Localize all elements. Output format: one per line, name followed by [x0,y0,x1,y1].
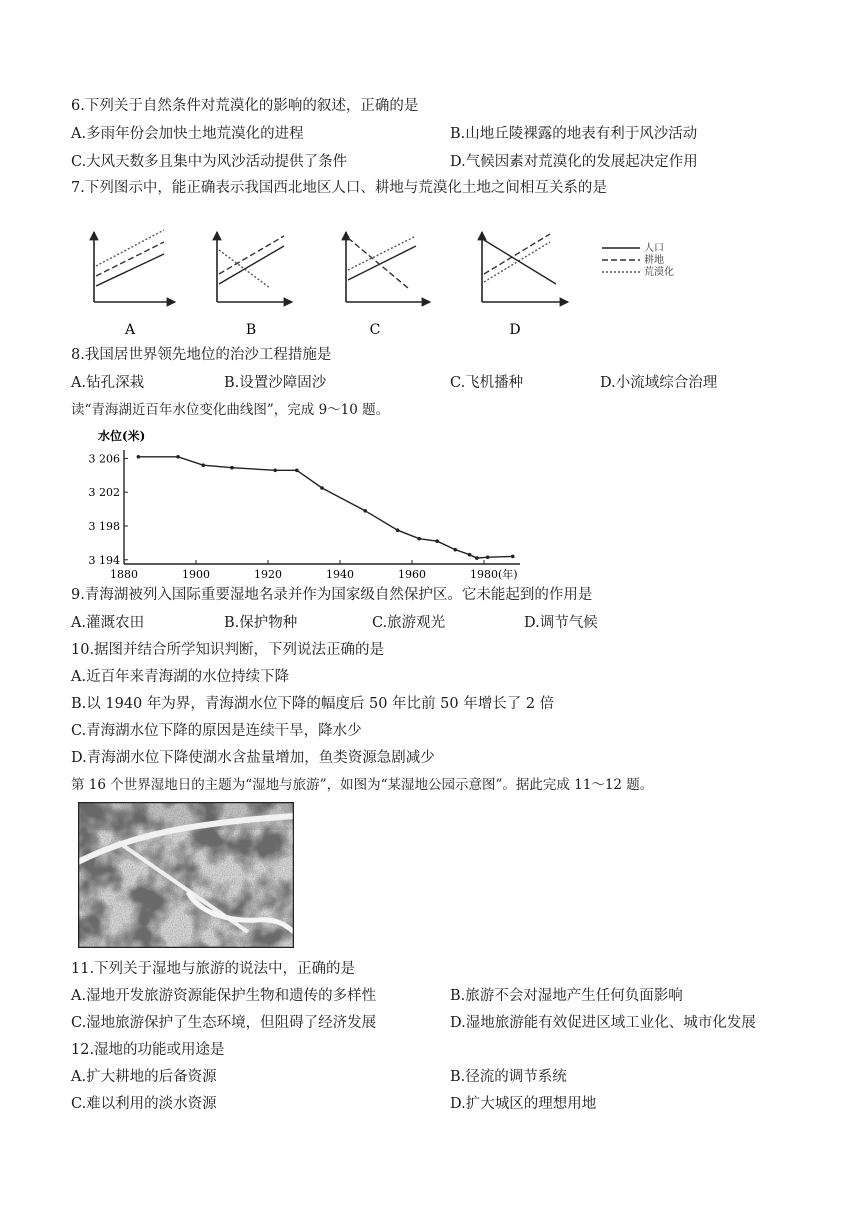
q7-stem: 7.下列图示中，能正确表示我国西北地区人口、耕地与荒漠化土地之间相互关系的是 [71,180,607,196]
data-point [417,537,421,541]
x-tick-label: 1920 [254,568,282,581]
series-line [138,457,512,558]
q8-option-b[interactable]: B.设置沙障固沙 [224,375,327,391]
wetland-park-photo [78,802,294,948]
legend-farmland: 耕地 [644,255,664,266]
q8-stem: 8.我国居世界领先地位的治沙工程措施是 [71,347,332,363]
data-point [320,486,324,490]
x-tick-label: 1960 [398,568,426,581]
intro-11-12: 第 16 个世界湿地日的主题为“湿地与旅游”，如图为“某湿地公园示意图”。据此完成 11～12 题。 [71,777,654,793]
data-point [453,548,457,552]
q11-option-c[interactable]: C.湿地旅游保护了生态环境，但阻碍了经济发展 [71,1015,377,1031]
lake-level-chart [80,424,530,584]
q7-diagram-panels [80,220,700,350]
data-point [230,466,234,470]
q9-option-b[interactable]: B.保护物种 [224,615,298,631]
q11-option-d[interactable]: D.湿地旅游能有效促进区域工业化、城市化发展 [450,1015,756,1031]
chart-xlabel: (年) [498,568,518,581]
q6-option-d[interactable]: D.气候因素对荒漠化的发展起决定作用 [450,154,698,170]
data-point [511,555,515,559]
y-tick-label: 3 198 [88,520,120,533]
data-point [176,455,180,459]
data-point [486,555,490,559]
q6-stem: 6.下列关于自然条件对荒漠化的影响的叙述，正确的是 [71,98,419,114]
q12-option-d[interactable]: D.扩大城区的理想用地 [450,1096,597,1112]
q6-option-a[interactable]: A.多雨年份会加快土地荒漠化的进程 [71,126,304,142]
legend-desertification: 荒漠化 [644,267,674,278]
data-point [273,468,277,472]
q8-option-c[interactable]: C.飞机播种 [450,375,524,391]
q8-option-d[interactable]: D.小流域综合治理 [600,375,718,391]
q7-panel-a[interactable] [94,230,175,302]
q9-option-a[interactable]: A.灌溉农田 [71,615,145,631]
q6-option-b[interactable]: B.山地丘陵裸露的地表有利于风沙活动 [450,126,698,142]
q9-stem: 9.青海湖被列入国际重要湿地名录并作为国家级自然保护区。它未能起到的作用是 [71,587,593,603]
y-tick-label: 3 202 [88,486,120,500]
x-tick-label: 1980 [470,568,498,581]
q7-panel-b[interactable] [217,232,292,302]
q10-stem: 10.据图并结合所学知识判断，下列说法正确的是 [71,642,385,658]
q10-option-c[interactable]: C.青海湖水位下降的原因是连续干旱，降水少 [71,723,362,739]
data-point [295,468,299,472]
chart-ylabel: 水位(米) [98,429,146,443]
x-tick-label: 1900 [182,568,210,581]
q12-option-c[interactable]: C.难以利用的淡水资源 [71,1096,217,1112]
q10-option-d[interactable]: D.青海湖水位下降使湖水含盐量增加，鱼类资源急剧减少 [71,750,435,766]
data-point [201,463,205,467]
q12-stem: 12.湿地的功能或用途是 [71,1042,225,1058]
data-point [475,556,479,560]
data-point [396,528,400,532]
q7-panel-label-c: C [369,322,381,338]
q7-panel-label-b: B [245,322,257,338]
q7-panel-label-d: D [509,322,521,338]
q8-option-a[interactable]: A.钻孔深栽 [71,375,145,391]
q12-option-b[interactable]: B.径流的调节系统 [450,1069,567,1085]
q6-option-c[interactable]: C.大风天数多且集中为风沙活动提供了条件 [71,154,348,170]
q9-option-d[interactable]: D.调节气候 [524,615,598,631]
q7-legend [602,241,674,278]
q11-option-a[interactable]: A.湿地开发旅游资源能保护生物和遗传的多样性 [71,988,377,1004]
q11-option-b[interactable]: B.旅游不会对湿地产生任何负面影响 [450,988,683,1004]
q7-panel-label-a: A [124,322,136,338]
y-tick-label: 3 194 [88,553,120,567]
y-tick-label: 3 206 [88,452,120,466]
q10-option-a[interactable]: A.近百年来青海湖的水位持续下降 [71,669,290,685]
data-point [435,539,439,543]
q12-option-a[interactable]: A.扩大耕地的后备资源 [71,1069,217,1085]
x-tick-label: 1940 [326,568,354,581]
intro-9-10: 读“青海湖近百年水位变化曲线图”，完成 9～10 题。 [71,402,390,418]
legend-population: 人口 [644,243,664,254]
q10-option-b[interactable]: B.以 1940 年为界，青海湖水位下降的幅度后 50 年比前 50 年增长了 2 倍 [71,696,555,712]
q11-stem: 11.下列关于湿地与旅游的说法中，正确的是 [71,961,356,977]
x-tick-label: 1880 [110,568,138,581]
data-point [137,455,141,459]
q7-panel-c[interactable] [346,232,430,302]
q7-panel-d[interactable] [482,232,568,302]
data-point [468,553,472,557]
q9-option-c[interactable]: C.旅游观光 [372,615,446,631]
data-point [363,509,367,513]
